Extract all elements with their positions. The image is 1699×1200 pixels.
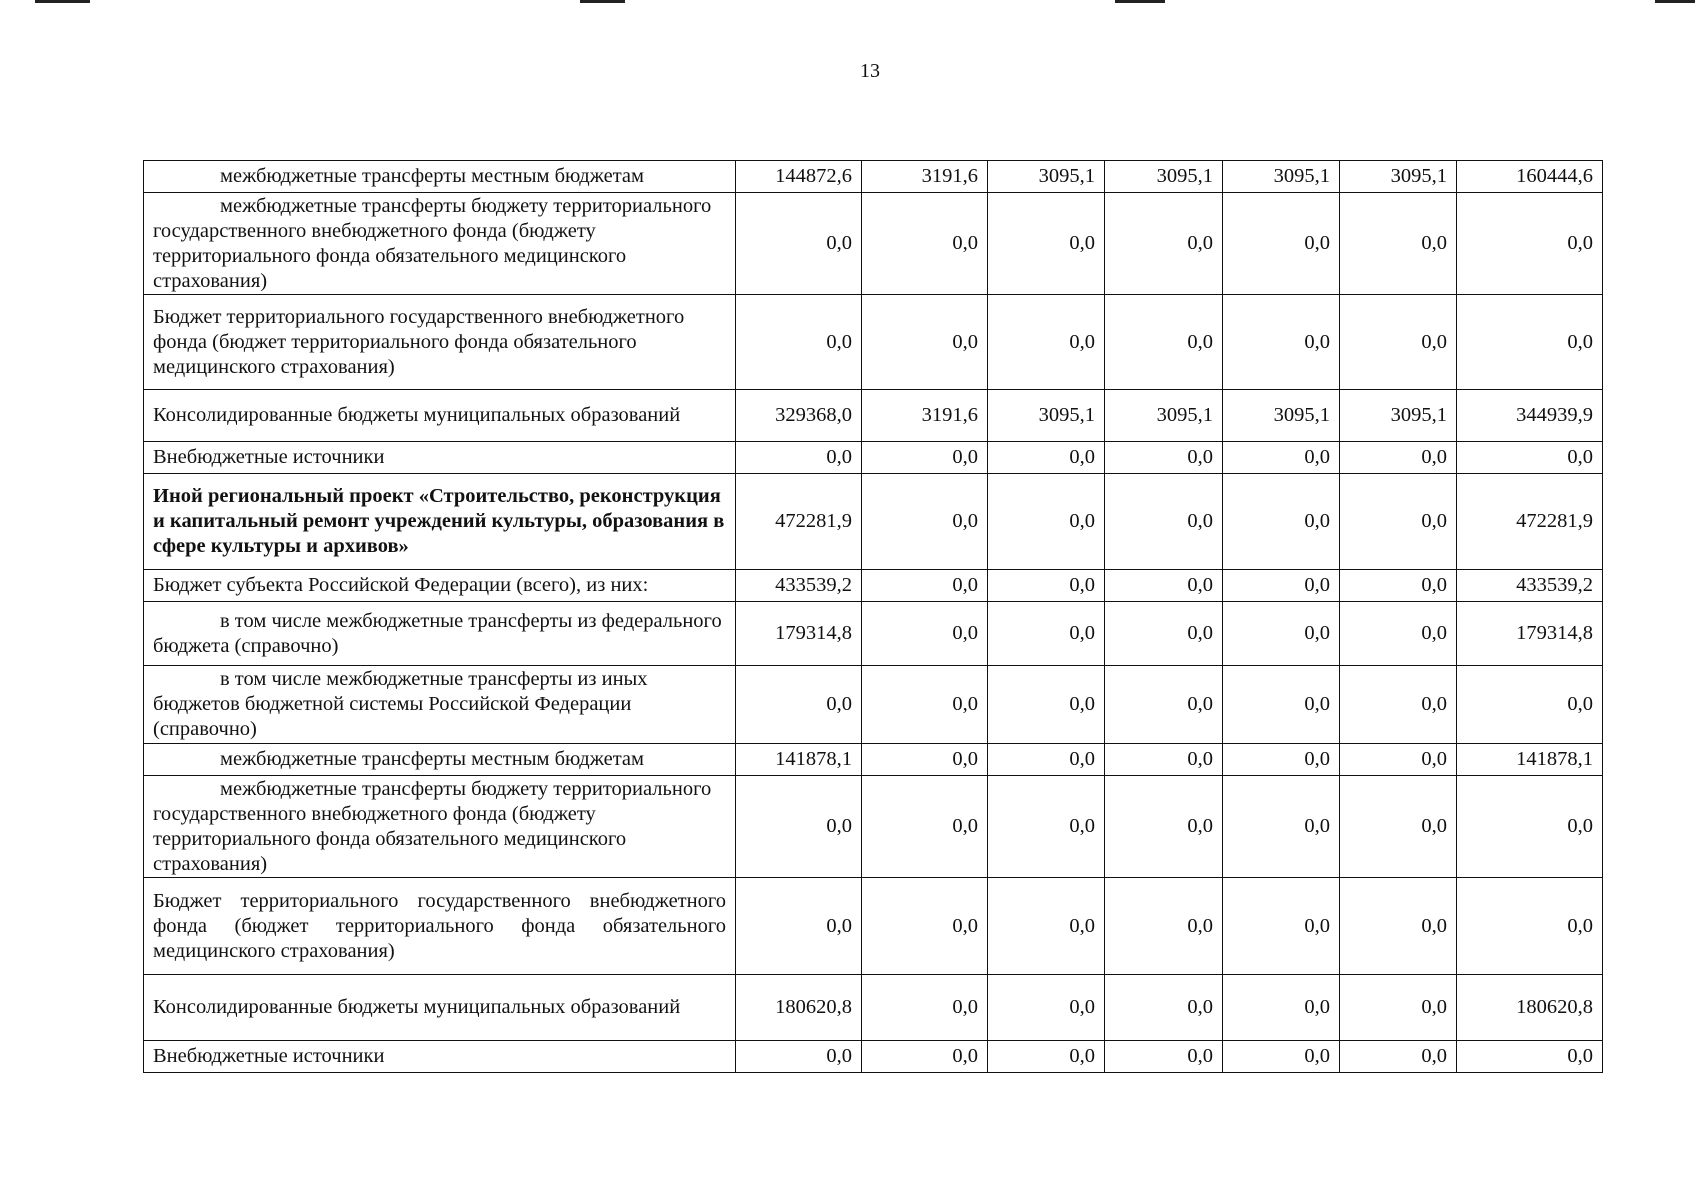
value-cell: 0,0 (988, 442, 1105, 474)
row-total-cell: 180620,8 (1457, 975, 1603, 1041)
row-total-cell: 0,0 (1457, 1041, 1603, 1073)
value-cell: 0,0 (862, 442, 988, 474)
value-cell: 0,0 (988, 570, 1105, 602)
value-cell: 0,0 (1105, 878, 1223, 975)
value-cell: 0,0 (1105, 1041, 1223, 1073)
page-number: 13 (860, 60, 880, 82)
value-cell: 0,0 (988, 602, 1105, 666)
value-cell: 329368,0 (736, 390, 862, 442)
row-label-text: Бюджет территориального государственного внебюджетного фонда (бюджет территориального фонда обязательного медицинского страхования) (153, 305, 685, 378)
value-cell: 0,0 (1105, 776, 1223, 878)
value-cell: 0,0 (1340, 442, 1457, 474)
row-label-text: Консолидированные бюджеты муниципальных образований (153, 996, 681, 1018)
row-label-text: межбюджетные трансферты местным бюджетам (220, 748, 645, 770)
table-row (144, 878, 1603, 975)
row-label (144, 442, 736, 474)
value-cell: 0,0 (1223, 744, 1340, 776)
value-cell: 0,0 (988, 295, 1105, 390)
value-cell: 0,0 (1340, 570, 1457, 602)
value-cell: 0,0 (1340, 666, 1457, 744)
row-label-text: межбюджетные трансферты бюджету территориального государственного внебюджетного фонда (бюджету территориального фонда обязательного медицинского страхования) (153, 777, 712, 875)
row-total-cell: 141878,1 (1457, 744, 1603, 776)
value-cell: 0,0 (862, 474, 988, 570)
row-label (144, 776, 736, 878)
value-cell: 472281,9 (736, 474, 862, 570)
value-cell: 0,0 (1340, 474, 1457, 570)
row-label-text: Внебюджетные источники (153, 446, 385, 468)
value-cell: 0,0 (1223, 295, 1340, 390)
row-label (144, 474, 736, 570)
value-cell: 0,0 (988, 474, 1105, 570)
value-cell: 0,0 (1105, 474, 1223, 570)
value-cell: 0,0 (1340, 744, 1457, 776)
scan-artifact (580, 0, 625, 3)
value-cell: 0,0 (1223, 570, 1340, 602)
row-total-cell: 433539,2 (1457, 570, 1603, 602)
value-cell: 0,0 (1223, 442, 1340, 474)
value-cell: 0,0 (1223, 975, 1340, 1041)
value-cell: 0,0 (1223, 193, 1340, 295)
value-cell: 0,0 (1223, 474, 1340, 570)
row-total-cell: 344939,9 (1457, 390, 1603, 442)
table-body (144, 161, 1603, 1073)
row-total-cell: 0,0 (1457, 295, 1603, 390)
row-label-text: межбюджетные трансферты местным бюджетам (220, 165, 645, 187)
row-total-cell: 0,0 (1457, 193, 1603, 295)
row-total-cell: 0,0 (1457, 442, 1603, 474)
value-cell: 0,0 (1340, 1041, 1457, 1073)
value-cell: 0,0 (736, 193, 862, 295)
value-cell: 0,0 (1340, 295, 1457, 390)
value-cell: 0,0 (862, 295, 988, 390)
value-cell: 0,0 (1340, 878, 1457, 975)
value-cell: 0,0 (736, 878, 862, 975)
table-row (144, 666, 1603, 744)
value-cell: 0,0 (736, 295, 862, 390)
value-cell: 0,0 (988, 975, 1105, 1041)
value-cell: 0,0 (1340, 193, 1457, 295)
value-cell: 0,0 (862, 666, 988, 744)
value-cell: 0,0 (988, 776, 1105, 878)
value-cell: 0,0 (1223, 1041, 1340, 1073)
value-cell: 179314,8 (736, 602, 862, 666)
value-cell: 3095,1 (1223, 390, 1340, 442)
value-cell: 0,0 (1105, 442, 1223, 474)
value-cell: 0,0 (862, 1041, 988, 1073)
row-label-text: Консолидированные бюджеты муниципальных образований (153, 404, 681, 426)
value-cell: 0,0 (736, 1041, 862, 1073)
value-cell: 0,0 (1223, 878, 1340, 975)
value-cell: 0,0 (1340, 975, 1457, 1041)
value-cell: 0,0 (862, 602, 988, 666)
row-label (144, 161, 736, 193)
row-label (144, 570, 736, 602)
table-row (144, 390, 1603, 442)
row-total-cell: 179314,8 (1457, 602, 1603, 666)
table-row (144, 602, 1603, 666)
row-total-cell: 0,0 (1457, 776, 1603, 878)
table-row (144, 975, 1603, 1041)
row-label (144, 295, 736, 390)
value-cell: 3095,1 (1340, 161, 1457, 193)
row-total-cell: 0,0 (1457, 666, 1603, 744)
scan-artifact (35, 0, 90, 3)
value-cell: 0,0 (736, 442, 862, 474)
row-total-cell: 0,0 (1457, 878, 1603, 975)
value-cell: 3095,1 (1105, 161, 1223, 193)
value-cell: 433539,2 (736, 570, 862, 602)
table-row (144, 161, 1603, 193)
value-cell: 3095,1 (1340, 390, 1457, 442)
value-cell: 144872,6 (736, 161, 862, 193)
value-cell: 0,0 (1105, 975, 1223, 1041)
row-label-text: Иной региональный проект «Строительство, реконструкция и капитальный ремонт учреждений культуры, образования в сфере культуры и архивов» (153, 485, 725, 557)
table-row (144, 193, 1603, 295)
row-label (144, 975, 736, 1041)
table-row (144, 744, 1603, 776)
value-cell: 0,0 (736, 666, 862, 744)
row-label-text: Бюджет субъекта Российской Федерации (всего), из них: (153, 574, 649, 596)
row-total-cell: 472281,9 (1457, 474, 1603, 570)
value-cell: 3095,1 (988, 390, 1105, 442)
value-cell: 0,0 (862, 193, 988, 295)
value-cell: 0,0 (1223, 602, 1340, 666)
value-cell: 0,0 (1105, 666, 1223, 744)
row-label-text: Бюджет территориального государственного внебюджетного фонда (бюджет территориального фонда обязательного медицинского страхования) (153, 889, 726, 962)
row-label-text: в том числе межбюджетные трансферты из федерального бюджета (справочно) (153, 609, 722, 657)
row-label-text: межбюджетные трансферты бюджету территориального государственного внебюджетного фонда (бюджету территориального фонда обязательного медицинского страхования) (153, 194, 712, 292)
value-cell: 0,0 (988, 744, 1105, 776)
value-cell: 0,0 (862, 570, 988, 602)
value-cell: 0,0 (1105, 744, 1223, 776)
table-row (144, 570, 1603, 602)
value-cell: 180620,8 (736, 975, 862, 1041)
table-row (144, 1041, 1603, 1073)
value-cell: 3095,1 (988, 161, 1105, 193)
scan-artifact (1115, 0, 1165, 3)
value-cell: 3191,6 (862, 390, 988, 442)
value-cell: 3095,1 (1105, 390, 1223, 442)
value-cell: 0,0 (1105, 193, 1223, 295)
value-cell: 0,0 (862, 744, 988, 776)
row-label (144, 1041, 736, 1073)
value-cell: 0,0 (988, 878, 1105, 975)
table-row (144, 474, 1603, 570)
row-label (144, 666, 736, 744)
row-label-text: Внебюджетные источники (153, 1045, 385, 1067)
table-row (144, 442, 1603, 474)
value-cell: 0,0 (1223, 666, 1340, 744)
row-label (144, 744, 736, 776)
value-cell: 0,0 (1105, 570, 1223, 602)
value-cell: 0,0 (1105, 295, 1223, 390)
value-cell: 0,0 (862, 776, 988, 878)
table-row (144, 776, 1603, 878)
value-cell: 0,0 (862, 975, 988, 1041)
row-label (144, 390, 736, 442)
value-cell: 0,0 (862, 878, 988, 975)
value-cell: 141878,1 (736, 744, 862, 776)
value-cell: 0,0 (1340, 602, 1457, 666)
value-cell: 0,0 (1223, 776, 1340, 878)
value-cell: 0,0 (1340, 776, 1457, 878)
value-cell: 0,0 (736, 776, 862, 878)
row-label (144, 878, 736, 975)
value-cell: 3191,6 (862, 161, 988, 193)
row-total-cell: 160444,6 (1457, 161, 1603, 193)
budget-table (143, 160, 1603, 1073)
value-cell: 0,0 (1105, 602, 1223, 666)
value-cell: 3095,1 (1223, 161, 1340, 193)
row-label-text: в том числе межбюджетные трансферты из иных бюджетов бюджетной системы Российской Федерации (справочно) (153, 668, 648, 740)
value-cell: 0,0 (988, 193, 1105, 295)
row-label (144, 193, 736, 295)
row-label (144, 602, 736, 666)
value-cell: 0,0 (988, 666, 1105, 744)
value-cell: 0,0 (988, 1041, 1105, 1073)
scan-artifact (1655, 0, 1695, 3)
table-row (144, 295, 1603, 390)
